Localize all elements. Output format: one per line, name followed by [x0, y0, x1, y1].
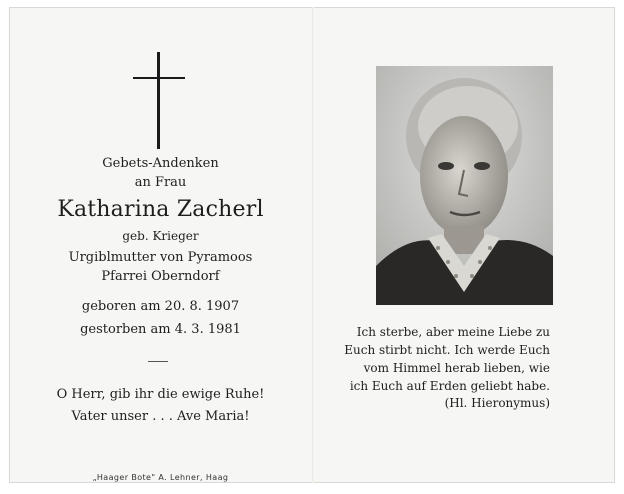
prayer-line: O Herr, gib ihr die ewige Ruhe! — [56, 387, 265, 402]
death-date: gestorben am 4. 3. 1981 — [80, 322, 241, 337]
portrait-photo — [376, 66, 553, 305]
quote-attribution: (Hl. Hieronymus) — [444, 396, 550, 410]
addressee: an Frau — [134, 175, 187, 190]
deceased-name: Katharina Zacherl — [57, 197, 264, 222]
card-heading: Gebets-Andenken — [102, 156, 219, 171]
printer-credit: „Haager Bote" A. Lehner, Haag — [92, 473, 229, 482]
maiden-name: geb. Krieger — [122, 229, 199, 243]
birth-date: geboren am 20. 8. 1907 — [81, 299, 240, 314]
quote-line-2: Euch stirbt nicht. Ich werde Euch — [344, 343, 550, 357]
card-fold — [312, 7, 314, 483]
relation-line: Urgiblmutter von Pyramoos — [68, 250, 253, 265]
closing-line: Vater unser . . . Ave Maria! — [71, 409, 250, 424]
divider — [148, 361, 168, 362]
quote-line-3: vom Himmel herab lieben, wie — [363, 361, 550, 375]
quote-line-1: Ich sterbe, aber meine Liebe zu — [356, 325, 550, 339]
parish-line: Pfarrei Oberndorf — [101, 269, 220, 284]
quote-line-4: ich Euch auf Erden geliebt habe. — [349, 379, 550, 393]
